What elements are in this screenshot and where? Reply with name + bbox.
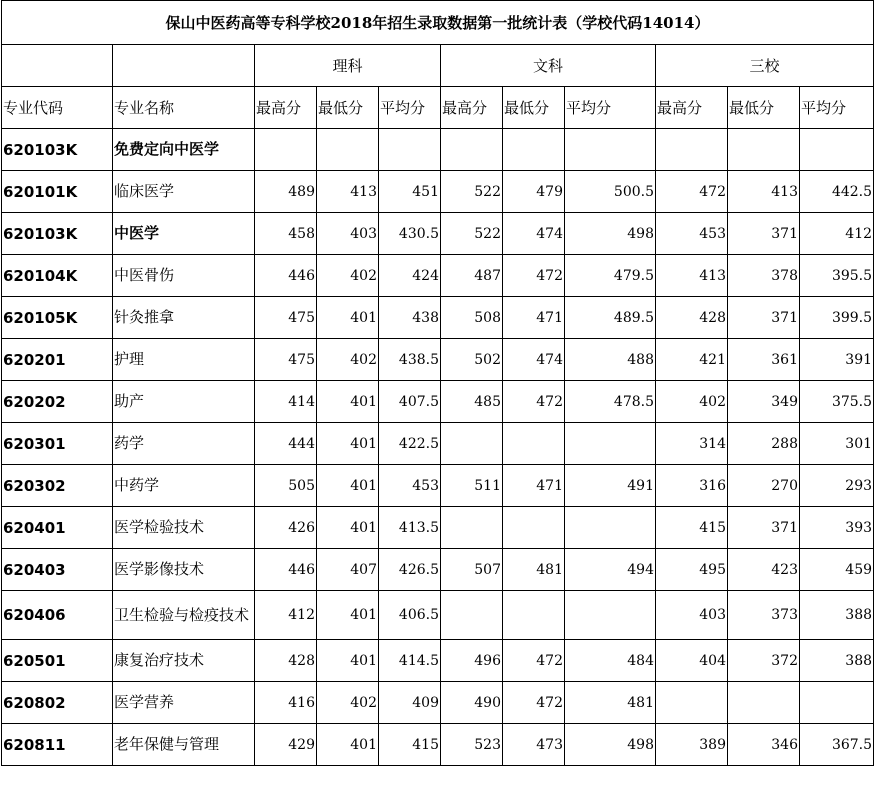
cell-score: 474: [503, 213, 565, 255]
table-row: [2, 297, 874, 339]
cell-score: 458: [255, 213, 317, 255]
cell-score: 403: [317, 213, 379, 255]
table-row: [2, 591, 874, 640]
cell-major-name: 中医骨伤: [113, 255, 255, 297]
cell-score: [565, 423, 656, 465]
table-row: [2, 507, 874, 549]
cell-score: [565, 129, 656, 171]
cell-major-code: 620403: [2, 549, 113, 591]
cell-score: 388: [800, 640, 874, 682]
cell-major-name: 中药学: [113, 465, 255, 507]
cell-major-code: 620105K: [2, 297, 113, 339]
group-header-row: [2, 45, 874, 87]
cell-score: 416: [255, 682, 317, 724]
cell-score: 496: [441, 640, 503, 682]
table-row: [2, 213, 874, 255]
table-title: 保山中医药高等专科学校2018年招生录取数据第一批统计表（学校代码14014）: [2, 1, 874, 45]
cell-score: 430.5: [379, 213, 441, 255]
empty-cell: [2, 45, 113, 87]
cell-major-name: 医学检验技术: [113, 507, 255, 549]
cell-score: [656, 129, 728, 171]
cell-score: 473: [503, 724, 565, 766]
cell-score: [503, 591, 565, 640]
cell-score: 426: [255, 507, 317, 549]
table-row: [2, 549, 874, 591]
cell-score: 523: [441, 724, 503, 766]
cell-major-code: 620103K: [2, 129, 113, 171]
cell-score: 471: [503, 297, 565, 339]
empty-cell: [113, 45, 255, 87]
cell-score: 401: [317, 423, 379, 465]
cell-score: 413: [317, 171, 379, 213]
table-row: [2, 682, 874, 724]
cell-score: 522: [441, 213, 503, 255]
col-header-three-avg: 平均分: [800, 87, 874, 129]
cell-score: 472: [503, 255, 565, 297]
cell-score: 438.5: [379, 339, 441, 381]
cell-score: 391: [800, 339, 874, 381]
table-row: [2, 339, 874, 381]
cell-score: 415: [379, 724, 441, 766]
cell-score: 389: [656, 724, 728, 766]
cell-score: 472: [503, 381, 565, 423]
cell-score: 388: [800, 591, 874, 640]
col-header-name: 专业名称: [113, 87, 255, 129]
cell-score: [379, 129, 441, 171]
cell-score: 444: [255, 423, 317, 465]
cell-score: 485: [441, 381, 503, 423]
cell-score: 375.5: [800, 381, 874, 423]
cell-score: 402: [317, 339, 379, 381]
cell-major-code: 620201: [2, 339, 113, 381]
table-row: [2, 255, 874, 297]
cell-major-name: 医学影像技术: [113, 549, 255, 591]
cell-score: 428: [255, 640, 317, 682]
cell-score: 413: [656, 255, 728, 297]
cell-score: 472: [503, 640, 565, 682]
cell-score: 446: [255, 549, 317, 591]
cell-score: [255, 129, 317, 171]
cell-score: 500.5: [565, 171, 656, 213]
cell-major-code: 620302: [2, 465, 113, 507]
cell-score: [441, 507, 503, 549]
cell-score: 423: [728, 549, 800, 591]
cell-score: 508: [441, 297, 503, 339]
cell-score: 402: [317, 682, 379, 724]
cell-score: [565, 591, 656, 640]
cell-major-name: 药学: [113, 423, 255, 465]
cell-score: 511: [441, 465, 503, 507]
table-row: [2, 129, 874, 171]
cell-score: 288: [728, 423, 800, 465]
cell-score: 481: [503, 549, 565, 591]
cell-score: [503, 129, 565, 171]
cell-score: [317, 129, 379, 171]
cell-score: 459: [800, 549, 874, 591]
cell-score: [800, 129, 874, 171]
cell-score: 399.5: [800, 297, 874, 339]
cell-major-code: 620501: [2, 640, 113, 682]
cell-score: 413.5: [379, 507, 441, 549]
cell-score: [800, 682, 874, 724]
cell-score: 346: [728, 724, 800, 766]
admission-table: [1, 0, 874, 766]
cell-score: 372: [728, 640, 800, 682]
cell-score: 446: [255, 255, 317, 297]
cell-score: 414.5: [379, 640, 441, 682]
col-header-science-min: 最低分: [317, 87, 379, 129]
cell-score: 481: [565, 682, 656, 724]
cell-score: [728, 129, 800, 171]
cell-score: 414: [255, 381, 317, 423]
table-row: [2, 423, 874, 465]
cell-score: 479.5: [565, 255, 656, 297]
cell-major-code: 620101K: [2, 171, 113, 213]
cell-score: [503, 507, 565, 549]
cell-score: 475: [255, 297, 317, 339]
cell-major-name: 助产: [113, 381, 255, 423]
cell-score: 407: [317, 549, 379, 591]
cell-score: [441, 129, 503, 171]
cell-major-name: 中医学: [113, 213, 255, 255]
cell-score: 438: [379, 297, 441, 339]
cell-score: 293: [800, 465, 874, 507]
table-row: [2, 465, 874, 507]
cell-score: 475: [255, 339, 317, 381]
cell-major-name: 卫生检验与检疫技术: [113, 591, 255, 640]
cell-score: [441, 591, 503, 640]
cell-score: 491: [565, 465, 656, 507]
cell-score: 367.5: [800, 724, 874, 766]
cell-score: 361: [728, 339, 800, 381]
cell-score: 404: [656, 640, 728, 682]
cell-score: 412: [255, 591, 317, 640]
cell-score: 428: [656, 297, 728, 339]
cell-score: 487: [441, 255, 503, 297]
col-header-science-max: 最高分: [255, 87, 317, 129]
cell-score: 498: [565, 213, 656, 255]
cell-major-code: 620811: [2, 724, 113, 766]
cell-score: 270: [728, 465, 800, 507]
cell-score: 301: [800, 423, 874, 465]
cell-score: 378: [728, 255, 800, 297]
table-row: [2, 171, 874, 213]
group-arts: 文科: [441, 45, 656, 87]
cell-score: [441, 423, 503, 465]
cell-score: 453: [656, 213, 728, 255]
col-header-arts-avg: 平均分: [565, 87, 656, 129]
group-three-schools: 三校: [656, 45, 874, 87]
cell-score: 401: [317, 465, 379, 507]
cell-score: 413: [728, 171, 800, 213]
cell-score: 489: [255, 171, 317, 213]
cell-score: 422.5: [379, 423, 441, 465]
cell-score: 407.5: [379, 381, 441, 423]
cell-score: 371: [728, 213, 800, 255]
cell-score: 371: [728, 507, 800, 549]
cell-score: 474: [503, 339, 565, 381]
cell-score: 498: [565, 724, 656, 766]
cell-score: 426.5: [379, 549, 441, 591]
cell-score: 401: [317, 507, 379, 549]
cell-major-name: 护理: [113, 339, 255, 381]
cell-score: 494: [565, 549, 656, 591]
cell-score: 522: [441, 171, 503, 213]
cell-score: 395.5: [800, 255, 874, 297]
cell-score: 316: [656, 465, 728, 507]
cell-score: 401: [317, 724, 379, 766]
cell-major-name: 针灸推拿: [113, 297, 255, 339]
cell-major-name: 医学营养: [113, 682, 255, 724]
cell-score: 371: [728, 297, 800, 339]
cell-major-name: 免费定向中医学: [113, 129, 255, 171]
cell-score: [503, 423, 565, 465]
cell-score: 349: [728, 381, 800, 423]
cell-score: 401: [317, 381, 379, 423]
cell-score: 490: [441, 682, 503, 724]
cell-score: 406.5: [379, 591, 441, 640]
cell-major-code: 620401: [2, 507, 113, 549]
cell-major-code: 620802: [2, 682, 113, 724]
table-row: [2, 640, 874, 682]
cell-score: 478.5: [565, 381, 656, 423]
cell-score: 488: [565, 339, 656, 381]
cell-score: 401: [317, 297, 379, 339]
cell-score: 402: [317, 255, 379, 297]
col-header-arts-min: 最低分: [503, 87, 565, 129]
cell-score: 453: [379, 465, 441, 507]
table-row: [2, 724, 874, 766]
cell-score: [565, 507, 656, 549]
cell-major-code: 620301: [2, 423, 113, 465]
cell-score: 412: [800, 213, 874, 255]
cell-major-code: 620103K: [2, 213, 113, 255]
cell-score: 415: [656, 507, 728, 549]
cell-score: [728, 682, 800, 724]
cell-major-name: 临床医学: [113, 171, 255, 213]
cell-score: 505: [255, 465, 317, 507]
column-header-row: [2, 87, 874, 129]
cell-score: 409: [379, 682, 441, 724]
cell-major-name: 康复治疗技术: [113, 640, 255, 682]
cell-score: 495: [656, 549, 728, 591]
cell-score: 502: [441, 339, 503, 381]
cell-score: 472: [503, 682, 565, 724]
cell-score: 424: [379, 255, 441, 297]
cell-score: 401: [317, 591, 379, 640]
cell-score: 421: [656, 339, 728, 381]
cell-score: 403: [656, 591, 728, 640]
col-header-three-min: 最低分: [728, 87, 800, 129]
cell-score: 479: [503, 171, 565, 213]
cell-score: [656, 682, 728, 724]
cell-score: 471: [503, 465, 565, 507]
cell-major-code: 620202: [2, 381, 113, 423]
col-header-science-avg: 平均分: [379, 87, 441, 129]
cell-score: 393: [800, 507, 874, 549]
col-header-three-max: 最高分: [656, 87, 728, 129]
cell-score: 472: [656, 171, 728, 213]
cell-score: 314: [656, 423, 728, 465]
cell-score: 429: [255, 724, 317, 766]
cell-score: 401: [317, 640, 379, 682]
cell-score: 442.5: [800, 171, 874, 213]
table-row: [2, 381, 874, 423]
col-header-arts-max: 最高分: [441, 87, 503, 129]
col-header-code: 专业代码: [2, 87, 113, 129]
cell-score: 507: [441, 549, 503, 591]
cell-major-name: 老年保健与管理: [113, 724, 255, 766]
cell-score: 484: [565, 640, 656, 682]
cell-major-code: 620104K: [2, 255, 113, 297]
cell-score: 489.5: [565, 297, 656, 339]
group-science: 理科: [255, 45, 441, 87]
cell-major-code: 620406: [2, 591, 113, 640]
cell-score: 451: [379, 171, 441, 213]
cell-score: 373: [728, 591, 800, 640]
cell-score: 402: [656, 381, 728, 423]
